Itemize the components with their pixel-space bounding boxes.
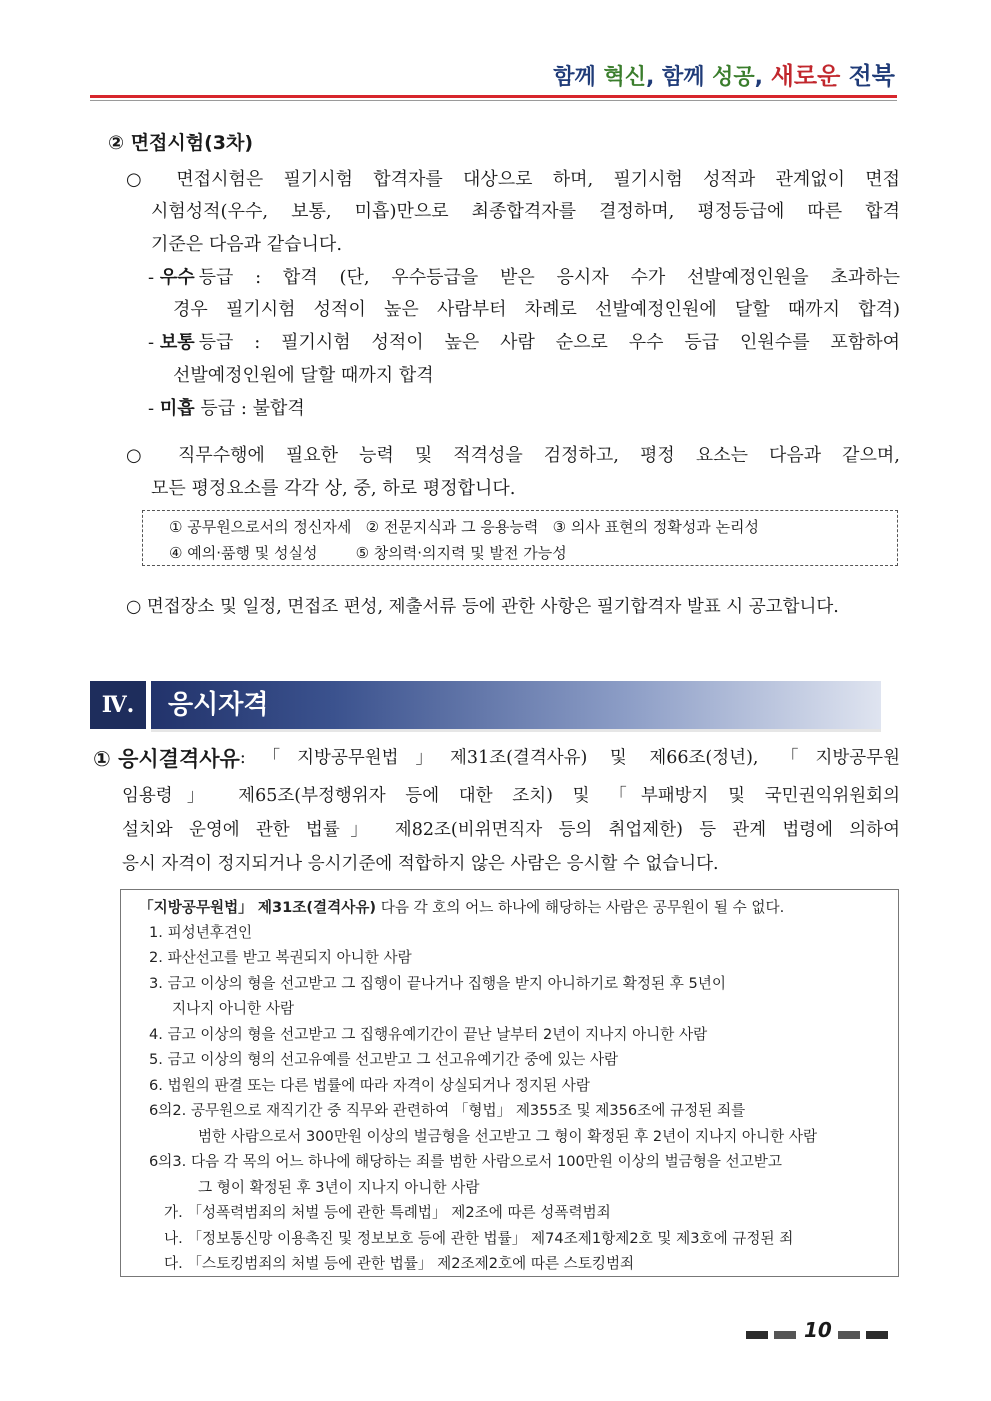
section-number: Ⅳ. xyxy=(90,681,146,729)
paragraph-line: 기준은 다음과 같습니다. xyxy=(151,234,343,255)
eligibility-text: 응시 자격이 정지되거나 응시기준에 적합하지 않은 사람은 응시할 수 없습니다. xyxy=(122,854,719,874)
slogan-text: 성공 xyxy=(712,65,755,90)
law-item: 나. 「정보통신망 이용촉진 및 정보보호 등에 관한 법률」 제74조제1항제2호 및 제3호에 규정된 죄 xyxy=(164,1230,794,1247)
law-item: 1. 피성년후견인 xyxy=(149,924,253,941)
section-banner-shadow xyxy=(151,729,881,732)
paragraph-line: 모든 평정요소를 각각 상, 중, 하로 평정합니다. xyxy=(151,478,516,499)
dash: - xyxy=(148,267,160,288)
law-item: 지나지 아니한 사람 xyxy=(172,1000,295,1017)
paragraph-line: ○ 면접시험은 필기시험 합격자를 대상으로 하며, 필기시험 성적과 관계없이 면접 xyxy=(126,169,900,190)
law-item: 2. 파산선고를 받고 복권되지 아니한 사람 xyxy=(149,949,412,966)
law-item: 다. 「스토킹범죄의 처벌 등에 관한 법률」 제2조제2호에 따른 스토킹범죄 xyxy=(164,1255,635,1272)
eligibility-heading-label: ① 응시결격사유 xyxy=(93,747,240,771)
law-item: 가. 「성폭력범죄의 처벌 등에 관한 특례법」 제2조에 따른 성폭력범죄 xyxy=(164,1204,611,1221)
law-item: 5. 금고 이상의 형의 선고유예를 선고받고 그 선고유예기간 중에 있는 사람 xyxy=(149,1051,619,1068)
section-title: 응시자격 xyxy=(168,690,269,720)
footer-bar xyxy=(838,1331,860,1339)
eligibility-text: 설치와 운영에 관한 법률」 제82조(비위면직자 등의 취업제한) 등 관계 법령에 의하여 xyxy=(122,820,900,840)
grade-text: 등급 : 불합격 xyxy=(194,398,305,419)
section-title: ② 면접시험(3차) xyxy=(108,132,254,154)
header-rule xyxy=(90,95,897,98)
slogan-text: , xyxy=(754,65,771,90)
eligibility-text: :「지방공무원법」제31조(결격사유) 및 제66조(정년), 「지방공무원 xyxy=(239,748,900,768)
grade-text: 등급 : 필기시험 성적이 높은 사람 순으로 우수 등급 인원수를 포함하여 xyxy=(198,332,900,353)
grade-normal xyxy=(148,328,900,354)
law-title: 「지방공무원법」 제31조(결격사유) xyxy=(139,899,377,916)
slogan-text: 전북 xyxy=(848,62,895,90)
paragraph-line: 시험성적(우수, 보통, 미흡)만으로 최종합격자를 결정하며, 평정등급에 따른 합격 xyxy=(151,201,900,222)
law-item: 4. 금고 이상의 형을 선고받고 그 집행유예기간이 끝난 날부터 2년이 지나지 아니한 사람 xyxy=(149,1026,708,1043)
law-heading xyxy=(139,896,784,917)
law-item: 3. 금고 이상의 형을 선고받고 그 집행이 끝나거나 집행을 받지 아니하기로 확정된 후 5년이 xyxy=(149,975,726,992)
dash: - xyxy=(148,398,160,419)
law-item: 그 형이 확정된 후 3년이 지나지 아니한 사람 xyxy=(198,1179,480,1196)
grade-text: 등급 : 합격 (단, 우수등급을 받은 응시자 수가 선발예정인원을 초과하는 xyxy=(198,267,900,288)
header-slogan xyxy=(553,56,895,91)
eligibility-heading xyxy=(93,743,900,773)
paragraph-line: 경우 필기시험 성적이 높은 사람부터 차례로 선발예정인원에 달할 때까지 합격) xyxy=(173,299,900,320)
law-item: 6의2. 공무원으로 재직기간 중 직무와 관련하여 「형법」 제355조 및 제356조에 규정된 죄를 xyxy=(149,1102,746,1119)
grade-label: 우수 xyxy=(159,267,195,288)
law-heading-text: 다음 각 호의 어느 하나에 해당하는 사람은 공무원이 될 수 없다. xyxy=(376,899,785,916)
footer-bar xyxy=(746,1331,768,1339)
slogan-text: 혁신 xyxy=(603,65,646,90)
slogan-text: , 함께 xyxy=(645,65,713,90)
header-rule-thin xyxy=(90,100,897,101)
law-item: 6. 법원의 판결 또는 다른 법률에 따라 자격이 상실되거나 정지된 사람 xyxy=(149,1077,590,1094)
law-excerpt-box xyxy=(120,889,899,1277)
dash: - xyxy=(148,332,160,353)
evaluation-elements-row: ④ 예의·품행 및 성실성 ⑤ 창의력·의지력 및 발전 가능성 xyxy=(169,544,567,562)
paragraph-line: 선발예정인원에 달할 때까지 합격 xyxy=(173,365,434,386)
law-item: 범한 사람으로서 300만원 이상의 벌금형을 선고받고 그 형이 확정된 후 2년이 지나지 아니한 사람 xyxy=(198,1128,818,1145)
grade-label: 미흡 xyxy=(159,398,195,419)
paragraph-line: ○ 직무수행에 필요한 능력 및 적격성을 검정하고, 평정 요소는 다음과 같으며, xyxy=(126,445,900,466)
footer-bar xyxy=(774,1331,796,1339)
law-item: 6의3. 다음 각 목의 어느 하나에 해당하는 죄를 범한 사람으로서 100만원 이상의 벌금형을 선고받고 xyxy=(149,1153,782,1170)
grade-excellent xyxy=(148,263,900,289)
slogan-text: 함께 xyxy=(553,65,604,90)
grade-poor xyxy=(148,394,305,420)
eligibility-text: 임용령」 제65조(부정행위자 등에 대한 조치) 및 「부패방지 및 국민권익위원회의 xyxy=(122,786,900,806)
slogan-text: 새로운 xyxy=(770,62,849,90)
page-number: 10 xyxy=(804,1318,832,1342)
paragraph-line: ○ 면접장소 및 일정, 면접조 편성, 제출서류 등에 관한 사항은 필기합격자 발표 시 공고합니다. xyxy=(126,597,839,617)
evaluation-elements-box xyxy=(142,510,898,566)
grade-label: 보통 xyxy=(159,332,195,353)
evaluation-elements-row: ① 공무원으로서의 정신자세 ② 전문지식과 그 응용능력 ③ 의사 표현의 정확성과 논리성 xyxy=(169,518,760,536)
footer-bar xyxy=(866,1331,888,1339)
